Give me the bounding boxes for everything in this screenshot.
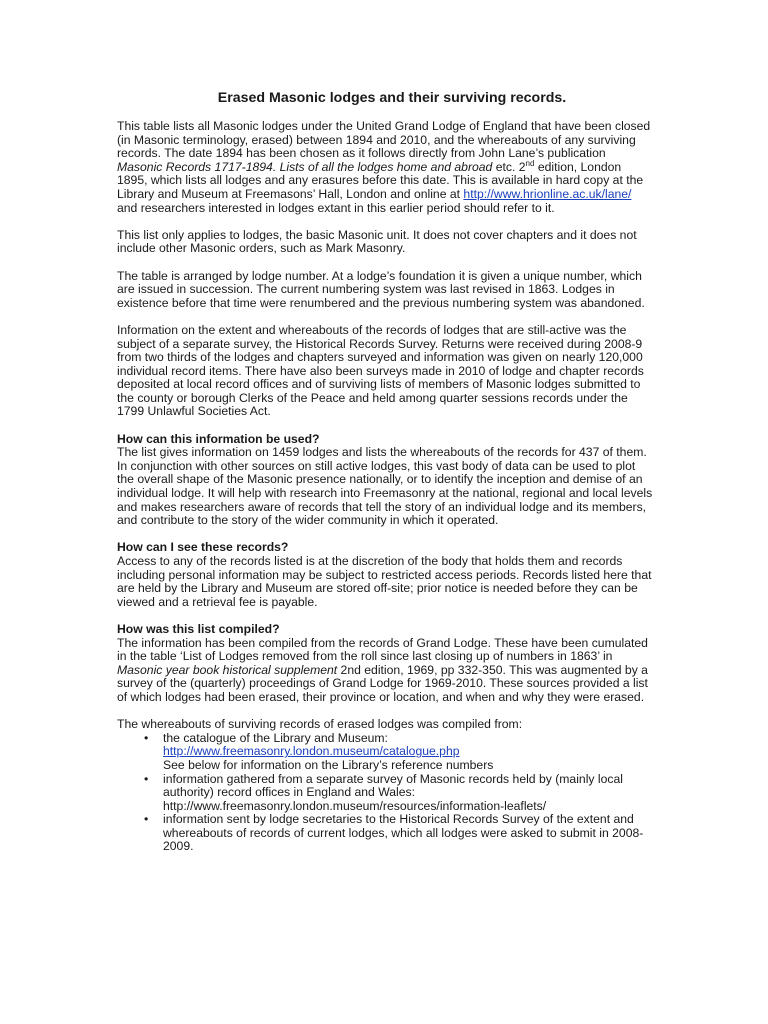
bullet-1-line-3: See below for information on the Library’s reference numbers	[163, 757, 494, 772]
page-title: Erased Masonic lodges and their surviving records.	[217, 90, 567, 106]
see-body: Access to any of the records listed is at the discretion of the body that holds them and records including personal information may be subject to restricted access periods. Records listed here that are held by the Library and Museum are stored off-site; prior notice is needed before they can be viewed and a retrieval fee is payable.	[117, 554, 652, 609]
whereabouts-intro: The whereabouts of surviving records of erased lodges was compiled from:	[117, 717, 523, 732]
compiled-italic-title: Masonic year book historical supplement	[117, 662, 338, 677]
bullet-2-text: information gathered from a separate survey of Masonic records held by (mainly local authority) record offices in England and Wales:	[163, 771, 623, 800]
intro-text-1: This table lists all Masonic lodges under the United Grand Lodge of England that have been closed (in Masonic terminology, erased) between 1894 and 2010, and the whereabouts of any surviving records. The date 1894 has been chosen as it follows directly from John Lane’s publication	[117, 119, 651, 161]
see-section	[117, 541, 653, 609]
bullet-icon: •	[144, 730, 149, 745]
list-item	[117, 732, 653, 773]
intro-text-2: etc. 2	[492, 159, 526, 174]
compiled-section	[117, 623, 653, 705]
see-heading: How can I see these records?	[117, 540, 289, 555]
list-item	[117, 773, 653, 814]
use-section	[117, 433, 653, 528]
use-heading: How can this information be used?	[117, 431, 320, 446]
numbering-paragraph: The table is arranged by lodge number. At a lodge’s foundation it is given a unique number, which are issued in succession. The current numbering system was last revised in 1863. Lodges in existence before that time were renumbered and the previous numbering system was abandoned.	[117, 268, 645, 310]
compiled-text-2: 2nd edition, 1969, pp 332-350. This was augmented by a survey of the (quarterly) proceedings of Grand Lodge for 1969-2010. These sources provided a list of which lodges had been erased, their province or location, and when and why they were erased.	[117, 662, 648, 704]
intro-text-4: and researchers interested in lodges extant in this earlier period should refer to it.	[117, 200, 555, 215]
use-body: The list gives information on 1459 lodges and lists the whereabouts of the records for 437 of them. In conjunction with other sources on still active lodges, this vast body of data can be used to plot the overall shape of the Masonic presence nationally, or to identify the inception and demise of an individual lodge. It will help with research into Freemasonry at the national, regional and local levels and makes researchers aware of records that tell the story of an individual lodge and its members, and contribute to the story of the wider community in which it operated.	[117, 445, 653, 528]
survey-paragraph: Information on the extent and whereabouts of the records of lodges that are still-active was the subject of a separate survey, the Historical Records Survey. Returns were received during 2008-9 from two thirds of the lodges and chapters surveyed and information was given on nearly 120,000 individual record items. There have also been surveys made in 2010 of lodge and chapter records deposited at local record offices and of surviving lists of members of Masonic lodges submitted to the county or borough Clerks of the Peace and held among quarter sessions records under the 1799 Unlawful Societies Act.	[117, 322, 644, 419]
information-leaflets-url: http://www.freemasonry.london.museum/resources/information-leaflets/	[163, 798, 547, 813]
sources-list	[117, 732, 653, 854]
scope-paragraph: This list only applies to lodges, the basic Masonic unit. It does not cover chapters and it does not include other Masonic orders, such as Mark Masonry.	[117, 227, 637, 256]
bullet-icon: •	[144, 812, 149, 827]
compiled-heading: How was this list compiled?	[117, 621, 280, 636]
bullet-icon: •	[144, 771, 149, 786]
intro-paragraph	[117, 120, 653, 215]
compiled-text-1: The information has been compiled from the records of Grand Lodge. These have been cumulated in the table ‘List of Lodges removed from the roll since last closing up of numbers in 1863’ in	[117, 635, 648, 664]
intro-text-3: edition, London 1895, which lists all lodges and any erasures before this date. This is available in hard copy at the Library and Museum at Freemasons’ Hall, London and online at	[117, 159, 644, 201]
lane-link[interactable]: http://www.hrionline.ac.uk/lane/	[463, 186, 632, 201]
list-item	[117, 813, 653, 854]
bullet-1-line-1: the catalogue of the Library and Museum:	[163, 730, 388, 745]
intro-italic-title: Masonic Records 1717-1894. Lists of all the lodges home and abroad	[117, 159, 493, 174]
catalogue-link[interactable]: http://www.freemasonry.london.museum/catalogue.php	[163, 744, 460, 759]
bullet-3-text: information sent by lodge secretaries to the Historical Records Survey of the extent and whereabouts of records of current lodges, which all lodges were asked to submit in 2008-2009.	[163, 812, 644, 854]
intro-superscript: nd	[525, 158, 535, 168]
